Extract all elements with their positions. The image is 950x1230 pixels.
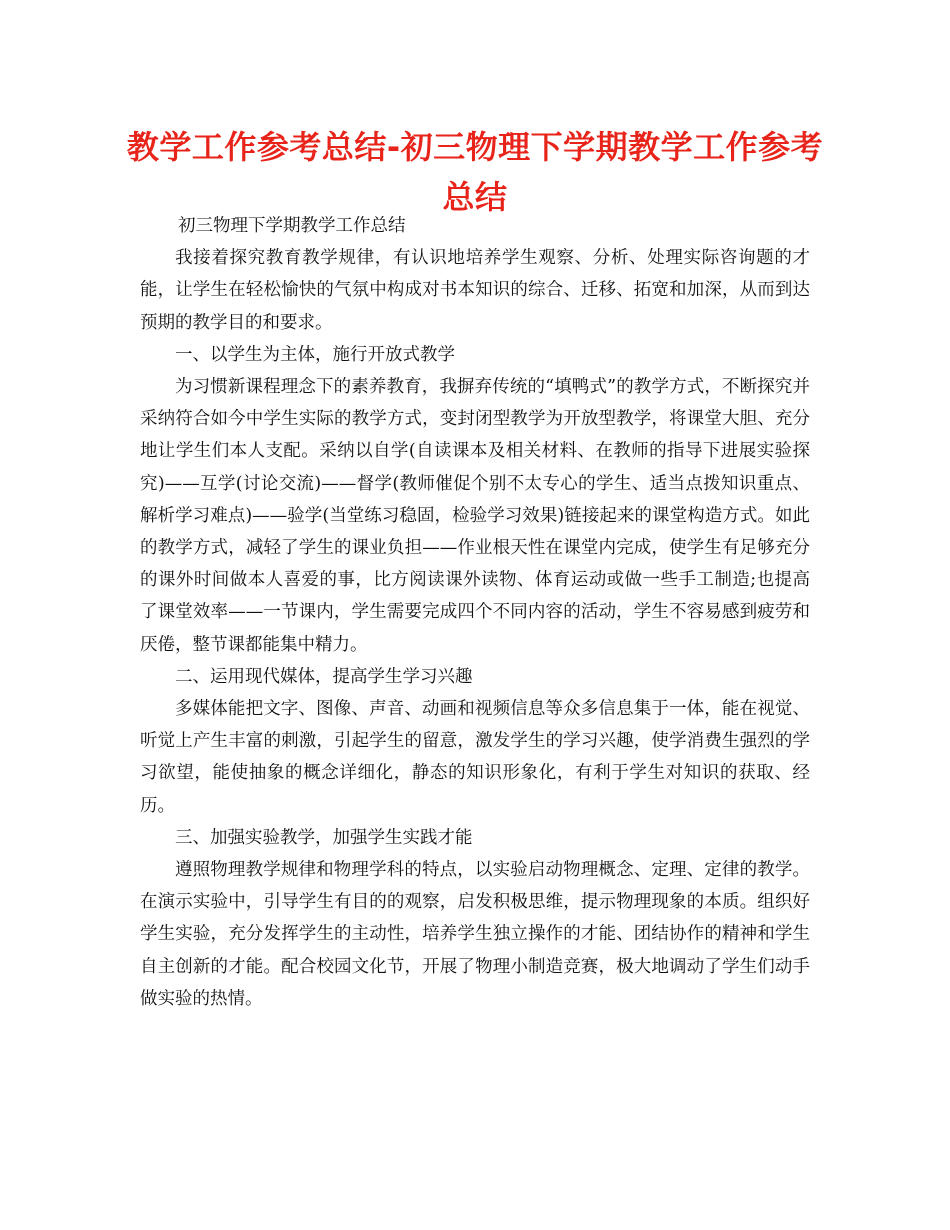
- section-3-paragraph: 遵照物理教学规律和物理学科的特点，以实验启动物理概念、定理、定律的教学。在演示实验中，引导学生有目的的观察，启发积极思维，提示物理现象的本质。组织好学生实验，充分发挥学生的主动性，培养学生独立操作的才能、团结协作的精神和学生自主创新的才能。配合校园文化节，开展了物理小制造竞赛，极大地调动了学生们动手做实验的热情。: [140, 860, 810, 1009]
- section-2-paragraph: 多媒体能把文字、图像、声音、动画和视频信息等众多信息集于一体，能在视觉、听觉上产生丰富的刺激，引起学生的留意，激发学生的学习兴趣，使学消费生强烈的学习欲望，能使抽象的概念详细化，静态的知识形象化，有利于学生对知识的获取、经历。: [140, 699, 810, 816]
- intro-paragraph: 我接着探究教育教学规律，有认识地培养学生观察、分析、处理实际咨询题的才能，让学生在轻松愉快的气氛中构成对书本知识的综合、迁移、拓宽和加深，从而到达预期的教学目的和要求。: [140, 248, 810, 333]
- section-3-heading: 三、加强实验教学，加强学生实践才能: [175, 827, 473, 848]
- document-subtitle: 初三物理下学期教学工作总结: [178, 216, 406, 236]
- section-1-heading: 一、以学生为主体，施行开放式教学: [175, 344, 455, 365]
- document-title: 教学工作参考总结-初三物理下学期教学工作参考总结: [126, 128, 824, 216]
- document-body: [140, 210, 810, 1015]
- section-1-paragraph: 为习惯新课程理念下的素养教育，我摒弃传统的“填鸭式”的教学方式，不断探究并采纳符合如今中学生实际的教学方式，变封闭型教学为开放型教学，将课堂大胆、充分地让学生们本人支配。采纳以自学(自读课本及相关材料、在教师的指导下进展实验探究)——互学(讨论交流)——督学(教师催促个别不太专心的学生、适当点拨知识重点、解析学习难点)——验学(当堂练习稳固，检验学习效果)链接起来的课堂构造方式。如此的教学方式，减轻了学生的课业负担——作业根天性在课堂内完成，使学生有足够充分的课外时间做本人喜爱的事，比方阅读课外读物、体育运动或做一些手工制造;也提高了课堂效率——一节课内，学生需要完成四个不同内容的活动，学生不容易感到疲劳和厌倦，整节课都能集中精力。: [140, 377, 810, 655]
- section-2-heading: 二、运用现代媒体，提高学生学习兴趣: [175, 666, 473, 687]
